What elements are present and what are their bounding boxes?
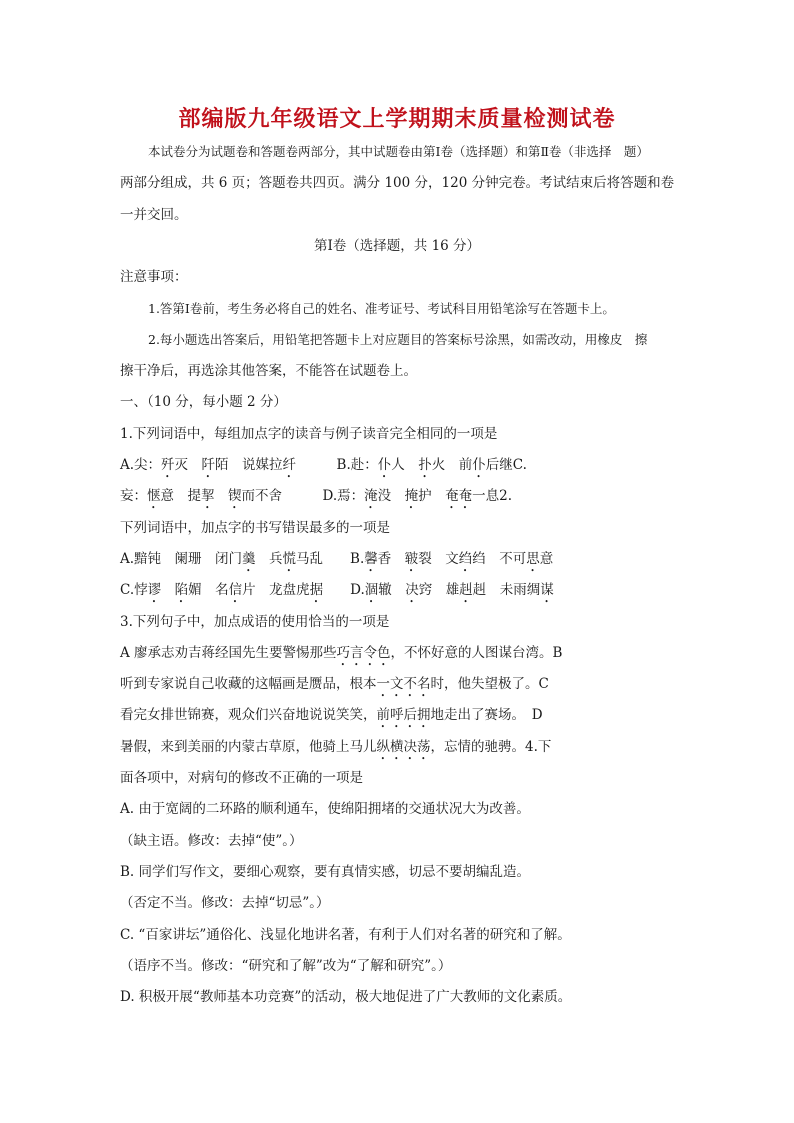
emphasized-text: 扑 xyxy=(418,457,432,473)
body-line: （缺主语。修改：去掉“使”。） xyxy=(120,832,303,849)
emphasized-text: 谬 xyxy=(147,582,162,599)
line-segment: 时，他失望极了。C xyxy=(430,676,549,693)
body-line: 下列词语中，加点字的书写错误最多的一项是 xyxy=(120,519,390,536)
emphasized-text: 皲 xyxy=(404,550,419,567)
emphasized-text: 谋 xyxy=(540,582,554,599)
body-line: 一、（10 分，每小题 2 分） xyxy=(120,394,287,411)
line-segment: 兵 xyxy=(255,550,283,567)
emphasized-text: 前呼后拥 xyxy=(376,707,431,724)
emphasized-text: 纤 xyxy=(282,457,297,473)
emphasized-text: 阡 xyxy=(201,457,216,473)
body-line xyxy=(120,549,680,575)
body-line: D. 积极开展“教师基本功竞赛”的活动，极大地促进了广大教师的文化素质。 xyxy=(120,989,572,1006)
emphasized-text: 惬 xyxy=(147,488,161,505)
line-segment: 辙 xyxy=(378,582,406,599)
line-segment: 妄： xyxy=(120,488,147,505)
emphasized-text: 绉 xyxy=(458,550,473,567)
line-segment xyxy=(161,582,175,598)
line-segment: 看完女排世锦赛，观众们兴奋地说说笑笑， xyxy=(120,707,377,724)
emphasized-text: 馨 xyxy=(364,550,378,567)
emphasized-text: 掩 xyxy=(404,488,419,505)
line-segment: 一息2. xyxy=(472,488,513,505)
body-line: 擦干净后，再选涂其他答案，不能答在试题卷上。 xyxy=(120,363,417,380)
line-segment: ，不怀好意的人图谋台湾。B xyxy=(390,644,563,661)
page-title: 部编版九年级语文上学期期末质量检测试卷 xyxy=(178,106,616,132)
body-line xyxy=(120,580,680,606)
emphasized-text: 信 xyxy=(228,582,243,599)
line-segment: C.悖 xyxy=(120,582,148,599)
emphasized-text: 决 xyxy=(405,582,419,599)
body-line: （语序不当。修改：“研究和了解”改为“了解和研究”。） xyxy=(120,957,452,974)
line-segment: 护 xyxy=(418,488,446,505)
line-segment: A 廖承志劝吉蒋经国先生要警惕那些 xyxy=(120,644,337,661)
body-line: C. “百家讲坛”通俗化、浅显化地讲名著，有利于人们对名著的研究和了解。 xyxy=(120,926,571,943)
line-segment: 裂 文 xyxy=(418,550,459,567)
line-segment: 人 xyxy=(391,457,419,473)
line-segment: 赳 未雨绸 xyxy=(472,582,541,599)
line-segment xyxy=(215,488,229,504)
section-heading: 第Ⅰ卷（选择题，共 16 分） xyxy=(313,237,481,254)
body-line: 两部分组成，共 6 页；答题卷共四页。满分 100 分，120 分钟完卷。考试结束后将答题和卷 xyxy=(120,175,675,192)
line-segment: 暑假，来到美丽的内蒙古草原，他骑上马儿 xyxy=(120,738,377,755)
body-line xyxy=(120,705,680,731)
emphasized-text: 陷 xyxy=(174,582,189,599)
body-line: 面各项中，对病句的修改不正确的一项是 xyxy=(120,770,363,786)
line-segment: A.黯钝 阑珊 闭门 xyxy=(120,550,243,567)
body-line xyxy=(120,643,680,669)
body-line: A. 由于宽阔的二环路的顺利通车，使绵阳拥堵的交通状况大为改善。 xyxy=(120,801,530,818)
emphasized-text: 巧言令色 xyxy=(336,644,391,661)
body-line xyxy=(120,737,680,763)
line-segment: 听到专家说自己收藏的这幅画是赝品，根本 xyxy=(120,676,377,693)
emphasized-text: 歼 xyxy=(161,457,175,473)
emphasized-text: 淹 xyxy=(364,488,378,505)
line-segment: 意 xyxy=(539,550,554,567)
line-segment: 后继C. xyxy=(485,457,527,473)
emphasized-text: 奄奄 xyxy=(445,488,473,505)
body-line: （否定不当。修改：去掉“切忌”。） xyxy=(120,895,330,912)
line-segment: 香 xyxy=(377,550,405,567)
line-segment: 地走出了赛场。 D xyxy=(430,707,543,724)
line-segment: 灭 xyxy=(174,457,202,473)
body-line xyxy=(120,486,680,512)
line-segment: 而不舍 xyxy=(241,488,282,505)
line-segment: ，忘情的驰骋。4.下 xyxy=(430,738,552,755)
emphasized-text: 挈 xyxy=(201,488,215,505)
line-segment: 绉 不可 xyxy=(472,550,527,567)
line-segment: D. xyxy=(323,582,365,599)
body-line: 1.答第Ⅰ卷前，考生务必将自己的姓名、准考证号、考试科目用铅笔涂写在答题卡上。 xyxy=(148,300,615,316)
body-line: 1.下列词语中，每组加点字的读音与例子读音完全相同的一项是 xyxy=(120,425,498,442)
line-segment: 窍 雄 xyxy=(418,582,460,599)
emphasized-text: 慌 xyxy=(282,550,297,567)
emphasized-text: 涸 xyxy=(364,582,379,599)
emphasized-text: 羹 xyxy=(242,550,256,567)
line-segment: 意 提 xyxy=(160,488,201,505)
line-segment: 没 xyxy=(377,488,405,505)
body-line xyxy=(120,455,680,481)
line-segment: 火 前 xyxy=(431,457,473,473)
line-segment: 马乱 B. xyxy=(296,550,365,567)
line-segment: 片 龙盘虎 xyxy=(242,582,310,599)
body-line: B. 同学们写作文，要细心观察，要有真情实感，切忌不要胡编乱造。 xyxy=(120,863,531,880)
emphasized-text: 据 xyxy=(309,582,324,599)
emphasized-text: 仆 xyxy=(377,457,392,473)
line-segment: A.尖： xyxy=(120,457,162,473)
body-line: 一并交回。 xyxy=(120,206,188,223)
emphasized-text: 赳 xyxy=(459,582,473,599)
line-segment: D.焉： xyxy=(282,488,365,505)
emphasized-text: 仆 xyxy=(472,457,486,473)
line-segment: 陌 说媒拉 xyxy=(215,457,283,473)
line-segment: B.赴： xyxy=(296,457,378,473)
body-line: 本试卷分为试题卷和答题卷两部分，其中试题卷由第Ⅰ卷（选择题）和第Ⅱ卷（非选择 题） xyxy=(148,144,649,159)
line-segment: 媚 名 xyxy=(188,582,229,599)
emphasized-text: 锲 xyxy=(228,488,242,505)
emphasized-text: 一文不名 xyxy=(376,676,431,693)
body-line xyxy=(120,674,680,700)
body-line: 注意事项： xyxy=(120,269,188,286)
emphasized-text: 思 xyxy=(526,550,540,567)
body-line: 3.下列句子中，加点成语的使用恰当的一项是 xyxy=(120,613,390,630)
emphasized-text: 纵横决荡 xyxy=(376,738,431,755)
body-line: 2.每小题选出答案后，用铅笔把答题卡上对应题目的答案标号涂黑，如需改动，用橡皮 擦 xyxy=(148,331,648,347)
